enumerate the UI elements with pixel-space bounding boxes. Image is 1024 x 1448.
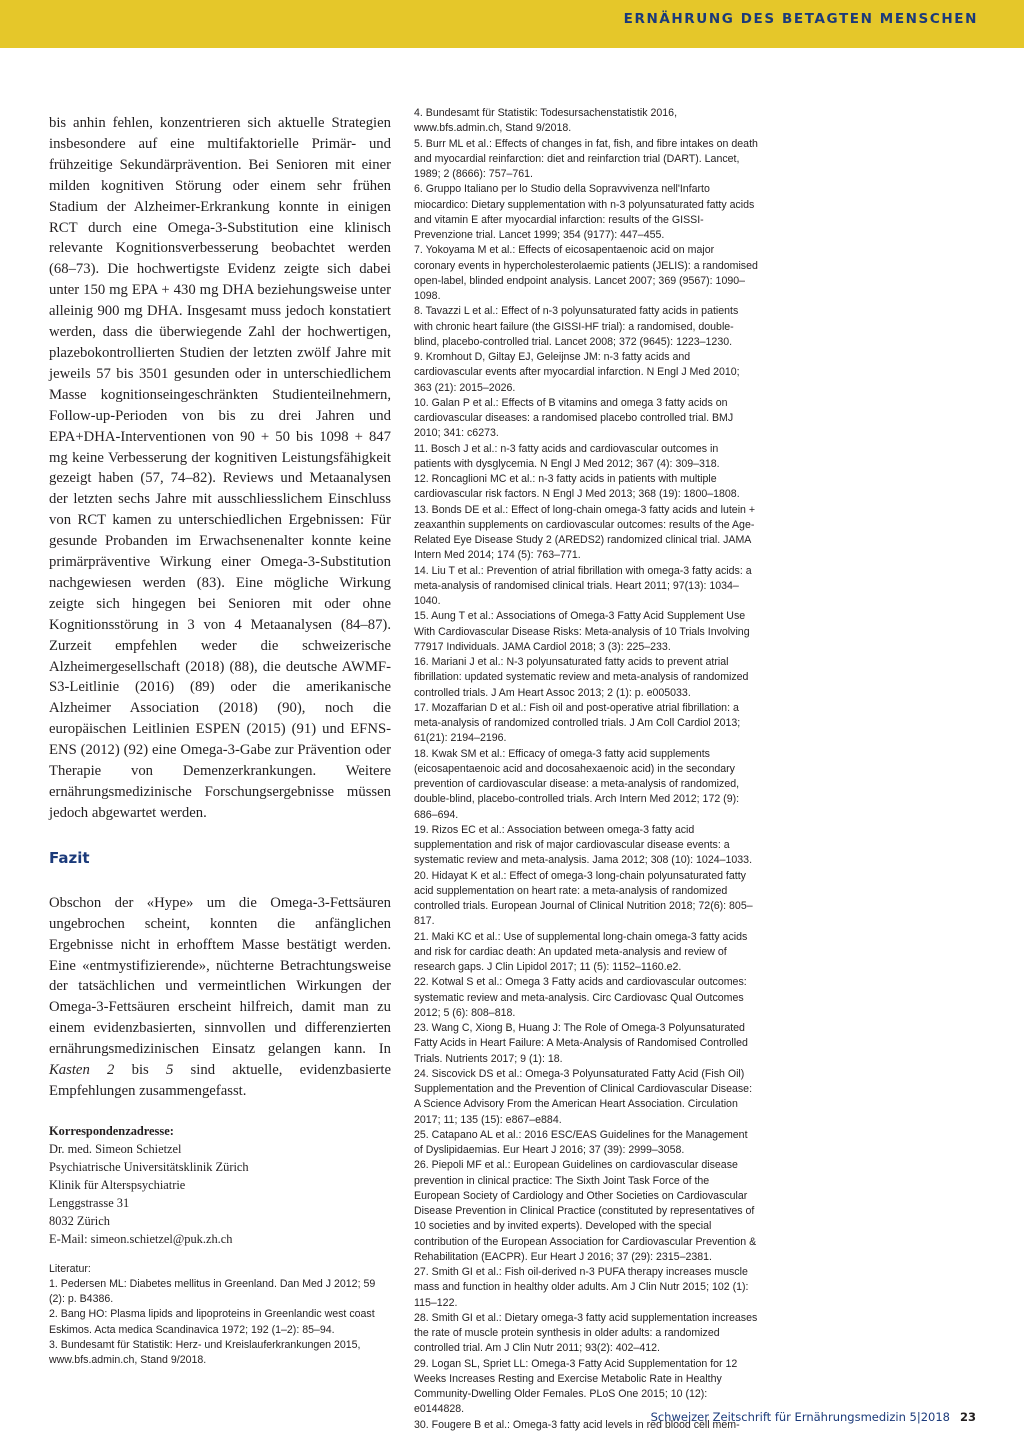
correspondence-email: E-Mail: simeon.schietzel@puk.zh.ch <box>49 1231 233 1246</box>
fazit-text-2: bis <box>114 1062 166 1079</box>
reference-item: 29. Logan SL, Spriet LL: Omega-3 Fatty Acid Supplementation for 12 Weeks Increases Resting and Exercise Metabolic Rate in Healthy Community-Dwelling Older Females. PLoS One 2015; 10 (12): e0144828. <box>414 1357 738 1416</box>
reference-item: 14. Liu T et al.: Prevention of atrial fibrillation with omega-3 fatty acids: a meta-analysis of randomised clinical trials. Heart 2011; 97(13): 1034–1040. <box>414 564 752 607</box>
correspondence-line: 8032 Zürich <box>49 1213 110 1228</box>
reference-item: 13. Bonds DE et al.: Effect of long-chain omega-3 fatty acids and lutein + zeaxanthin supplements on cardiovascular outcomes: results of the Age-Related Eye Disease Study 2 (AREDS2) randomized clinical trial. JAMA Intern Med 2014; 174 (5): 763–771. <box>414 503 756 562</box>
reference-item: 8. Tavazzi L et al.: Effect of n-3 polyunsaturated fatty acids in patients with chronic heart failure (the GISSI-HF trial): a randomised, double-blind, placebo-controlled trial. Lancet 2008; 372 (9645): 1223–1230. <box>414 305 739 348</box>
header-band <box>0 0 1024 48</box>
fazit-paragraph <box>49 893 391 1102</box>
journal-name: Schweizer Zeitschrift für Ernährungsmedizin 5|2018 <box>650 1410 950 1424</box>
reference-item: 4. Bundesamt für Statistik: Todesursachenstatistik 2016, www.bfs.admin.ch, Stand 9/2018. <box>414 107 678 135</box>
reference-list-right <box>414 106 758 1433</box>
fazit-text-1: Obschon der «Hype» um die Omega-3-Fettsäuren ungebrochen scheint, konnten die anfänglichen Ergebnisse nicht in erhofftem Masse bestätigt werden. Eine «entmystifizierende», nüchterne Betrachtungsweise der tatsächlichen und vermeintlichen Wirkungen der Omega-3-Fettsäuren erscheint hilfreich, damit man zu einem evidenzbasierten, sinnvollen und differenzierten ernährungsmedizinischen Einsatz gelangen kann. In <box>49 894 391 1058</box>
reference-item: 20. Hidayat K et al.: Effect of omega-3 long-chain polyunsaturated fatty acid supplementation on heart rate: a meta-analysis of randomized controlled trials. European Journal of Clinical Nutrition 2018; 72(6): 805–817. <box>414 869 753 928</box>
fazit-box-ref-2: 5 <box>165 1062 174 1079</box>
literature-title: Literatur: <box>49 1262 91 1275</box>
reference-item: 15. Aung T et al.: Associations of Omega-3 Fatty Acid Supplement Use With Cardiovascular Disease Risks: Meta-analysis of 10 Trials Involving 77917 Individuals. JAMA Cardiol 2018; 3 (3): 225–233. <box>414 610 750 653</box>
left-column <box>49 113 391 1368</box>
reference-item: 22. Kotwal S et al.: Omega 3 Fatty acids and cardiovascular outcomes: systematic review and meta-analysis. Circ Cardiovasc Qual Outcomes 2012; 5 (6): 808–818. <box>414 976 747 1019</box>
section-header-title: ERNÄHRUNG DES BETAGTEN MENSCHEN <box>623 11 978 27</box>
reference-item: 23. Wang C, Xiong B, Huang J: The Role of Omega-3 Polyunsaturated Fatty Acids in Heart Failure: A Meta-Analysis of Randomised Controlled Trials. Nutrients 2017; 9 (1): 18. <box>414 1022 748 1065</box>
reference-item: 26. Piepoli MF et al.: European Guidelines on cardiovascular disease prevention in clinical practice: The Sixth Joint Task Force of the European Society of Cardiology and Other Societies on Cardiovascular Disease Prevention in Clinical Practice (constituted by representatives of 10 societies and by invited experts). Developed with the special contribution of the European Association for Cardiovascular Prevention & Rehabilitation (EACPR). Eur Heart J 2016; 37 (29): 2315–2381. <box>414 1159 757 1263</box>
reference-item: 30. Fougere B et al.: Omega-3 fatty acid levels in red blood cell mem- <box>414 1418 740 1431</box>
fazit-heading: Fazit <box>49 848 90 867</box>
page-number: 23 <box>959 1410 976 1424</box>
correspondence-line: Klinik für Alterspsychiatrie <box>49 1177 186 1192</box>
fazit-text-3: sind aktuelle, evidenzbasierte Empfehlungen zusammengefasst. <box>49 1062 391 1099</box>
correspondence-line: Dr. med. Simeon Schietzel <box>49 1141 182 1156</box>
reference-item: 9. Kromhout D, Giltay EJ, Geleijnse JM: n-3 fatty acids and cardiovascular events after myocardial infarction. N Engl J Med 2010; 363 (21): 2015–2026. <box>414 351 740 394</box>
reference-item: 28. Smith GI et al.: Dietary omega-3 fatty acid supplementation increases the rate of muscle protein synthesis in older adults: a randomized controlled trial. Am J Clin Nutr 2011; 93(2): 402–412. <box>414 1311 758 1355</box>
right-column <box>414 106 758 1433</box>
correspondence-title: Korrespondenzadresse: <box>49 1123 174 1138</box>
reference-item: 27. Smith GI et al.: Fish oil-derived n-3 PUFA therapy increases muscle mass and function in healthy older adults. Am J Clin Nutr 2015; 102 (1): 115–122. <box>414 1266 749 1309</box>
reference-item: 19. Rizos EC et al.: Association between omega-3 fatty acid supplementation and risk of major cardiovascular disease events: a systematic review and meta-analysis. Jama 2012; 308 (10): 1024–1033. <box>414 823 753 867</box>
reference-item: 12. Roncaglioni MC et al.: n-3 fatty acids in patients with multiple cardiovascular risk factors. N Engl J Med 2013; 368 (19): 1800–1808. <box>414 473 740 501</box>
reference-item: 3. Bundesamt für Statistik: Herz- und Kreislauferkrankungen 2015, www.bfs.admin.ch, Stand 9/2018. <box>49 1338 361 1367</box>
reference-item: 5. Burr ML et al.: Effects of changes in fat, fish, and fibre intakes on death and myocardial reinfarction: diet and reinfarction trial (DART). Lancet, 1989; 2 (8666): 757–761. <box>414 137 758 180</box>
fazit-box-ref-1: Kasten 2 <box>49 1062 115 1079</box>
reference-item: 25. Catapano AL et al.: 2016 ESC/EAS Guidelines for the Management of Dyslipidaemias. Eur Heart J 2016; 37 (39): 2999–3058. <box>414 1128 748 1156</box>
reference-list-left <box>49 1277 391 1369</box>
reference-item: 10. Galan P et al.: Effects of B vitamins and omega 3 fatty acids on cardiovascular diseases: a randomised placebo controlled trial. BMJ 2010; 341: c6273. <box>414 396 734 440</box>
correspondence-line: Lenggstrasse 31 <box>49 1195 130 1210</box>
page-footer <box>651 1410 976 1424</box>
reference-item: 18. Kwak SM et al.: Efficacy of omega-3 fatty acid supplements (eicosapentaenoic acid and docosahexaenoic acid) in the secondary prevention of cardiovascular disease: a meta-analysis of randomized, double-blind, placebo-controlled trials. Arch Intern Med 2012; 172 (9): 686–694. <box>414 747 740 821</box>
reference-item: 16. Mariani J et al.: N-3 polyunsaturated fatty acids to prevent atrial fibrillation: updated systematic review and meta-analysis of randomized controlled trials. J Am Heart Assoc 2013; 2 (1): p. e005033. <box>414 656 749 699</box>
correspondence-line: Psychiatrische Universitätsklinik Zürich <box>49 1159 249 1174</box>
reference-item: 1. Pedersen ML: Diabetes mellitus in Greenland. Dan Med J 2012; 59 (2): p. B4386. <box>49 1277 376 1306</box>
body-paragraph: bis anhin fehlen, konzentrieren sich aktuelle Strategien insbesondere auf eine multifaktorielle Primär- und frühzeitige Sekundärprävention. Bei Senioren mit einer milden kognitiven Störung oder einem sehr frühen Stadium der Alzheimer-Erkrankung konnte in einigen RCT durch eine Omega-3-Substitution eine klinisch relevante Kognitionsverbesserung beobachtet werden (68–73). Die hochwertigste Evidenz zeigte sich dabei unter 150 mg EPA + 430 mg DHA beziehungsweise unter alleinig 900 mg DHA. Insgesamt muss jedoch konstatiert werden, dass die überwiegende Zahl der hochwertigen, plazebokontrollierten Studien der letzten zwölf Jahre mit jeweils 57 bis 3501 gesunden oder in unterschiedlichem Masse kognitionseingeschränkten Studienteilnehmern, Follow-up-Perioden von bis zu drei Jahren und EPA+DHA-Interventionen von 90 + 50 bis 1098 + 847 mg keine Verbesserung der kognitiven Leistungsfähigkeit gezeigt haben (57, 74–82). Reviews und Metaanalysen der letzten sechs Jahre mit ausschliesslichem Einschluss von RCT kamen zu unterschiedlichen Ergebnissen: Für gesunde Probanden im Erwachsenenalter konnte keine primärpräventive Wirkung einer Omega-3-Substitution nachgewiesen werden (83). Eine mögliche Wirkung zeigte sich hingegen bei Senioren mit oder ohne Kognitionsstörung in 3 von 4 Metaanalysen (84–87). Zurzeit empfehlen weder die schweizerische Alzheimergesellschaft (2018) (88), die deutsche AWMF-S3-Leitlinie (2016) (89) oder die amerikanische Alzheimer Association (2018) (90), noch die europäischen Leitlinien ESPEN (2015) (91) und EFNS-ENS (2012) (92) eine Omega-3-Gabe zur Prävention oder Therapie von Demenzerkrankungen. Weitere ernährungsmedizinische Forschungsergebnisse müssen jedoch abgewartet werden. <box>49 115 391 821</box>
reference-item: 24. Siscovick DS et al.: Omega-3 Polyunsaturated Fatty Acid (Fish Oil) Supplementation and the Prevention of Clinical Cardiovascular Disease: A Science Advisory From the American Heart Association. Circulation 2017; 11; 135 (15): e867–e884. <box>414 1067 753 1126</box>
reference-item: 21. Maki KC et al.: Use of supplemental long-chain omega-3 fatty acids and risk for cardiac death: An updated meta-analysis and review of research gaps. J Clin Lipidol 2017; 11 (5): 1152–1160.e2. <box>414 930 748 973</box>
reference-item: 11. Bosch J et al.: n-3 fatty acids and cardiovascular outcomes in patients with dysglycemia. N Engl J Med 2012; 367 (4): 309–318. <box>414 442 720 470</box>
reference-item: 6. Gruppo Italiano per lo Studio della Sopravvivenza nell'Infarto miocardico: Dietary supplementation with n-3 polyunsaturated fatty acids and vitamin E after myocardial infarction: results of the GISSI-Prevenzione trial. Lancet 1999; 354 (9177): 447–455. <box>414 183 755 241</box>
reference-item: 7. Yokoyama M et al.: Effects of eicosapentaenoic acid on major coronary events in hypercholesterolaemic patients (JELIS): a randomised open-label, blinded endpoint analysis. Lancet 2007; 369 (9567): 1090–1098. <box>414 244 758 302</box>
reference-item: 17. Mozaffarian D et al.: Fish oil and post-operative atrial fibrillation: a meta-analysis of randomized controlled trials. J Am Coll Cardiol 2013; 61(21): 2194–2196. <box>414 701 741 745</box>
correspondence-address <box>49 1122 391 1248</box>
reference-item: 2. Bang HO: Plasma lipids and lipoproteins in Greenlandic west coast Eskimos. Acta medica Scandinavica 1972; 192 (1–2): 85–94. <box>49 1308 375 1336</box>
